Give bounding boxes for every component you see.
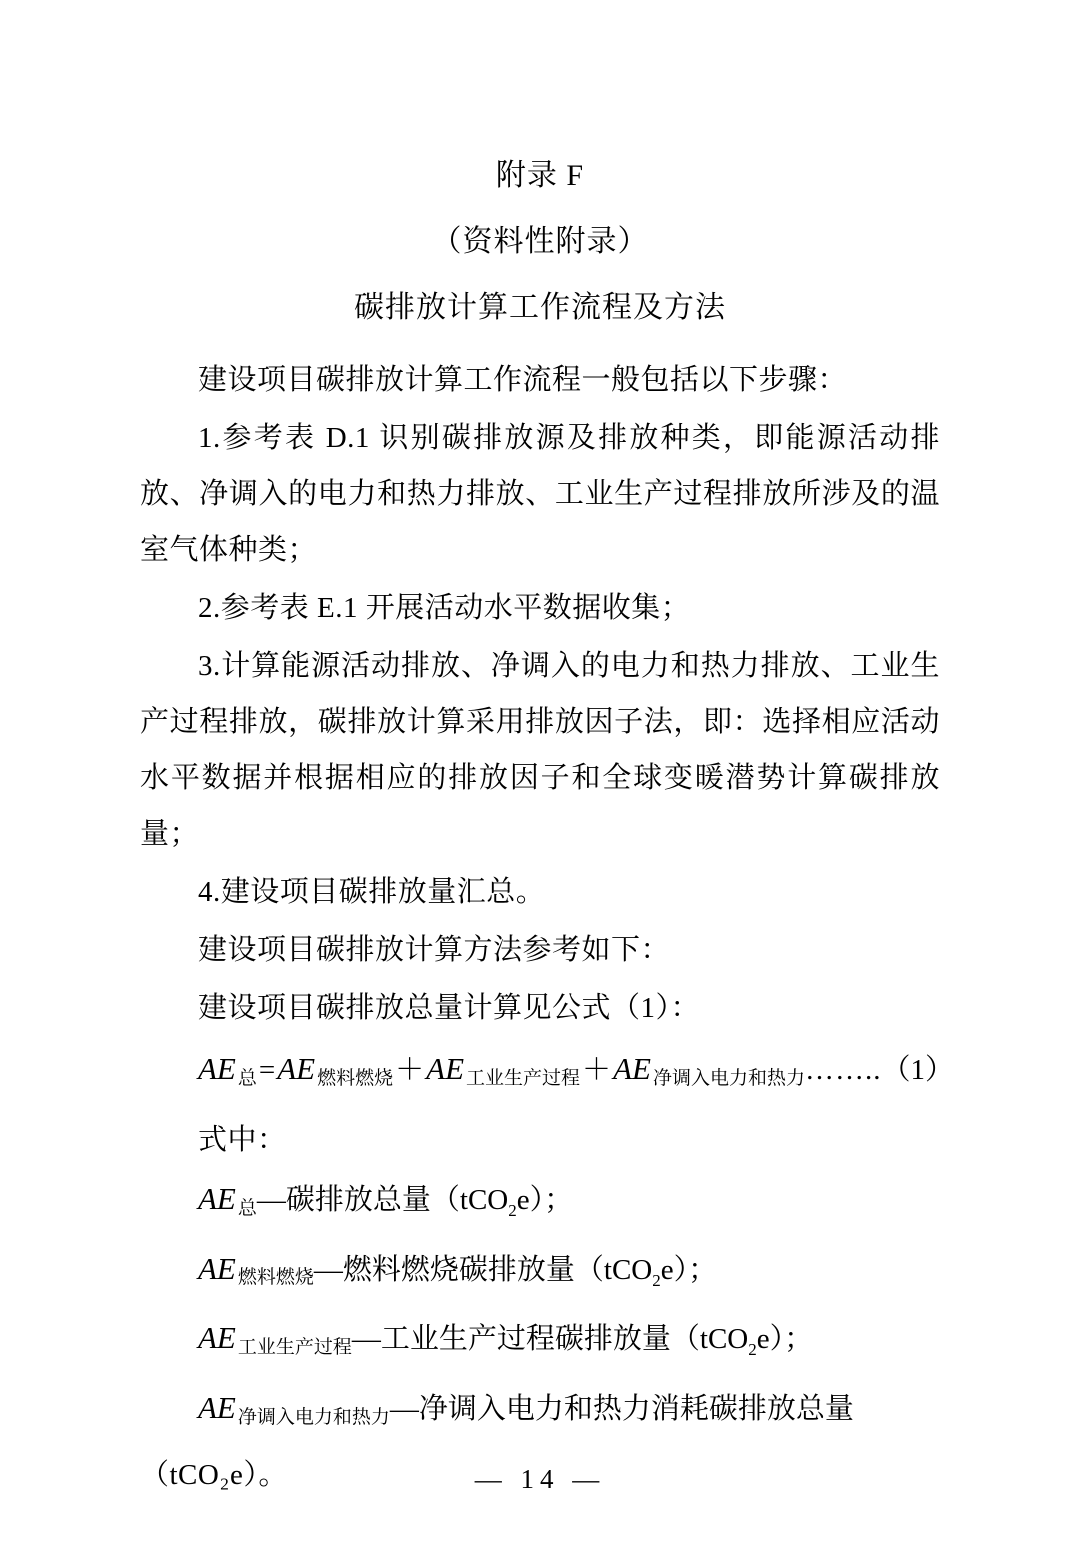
where-label: 式中： [198,1123,287,1156]
definition-total-unit-subscript: 2 [508,1200,517,1220]
intro-paragraph: 建设项目碳排放计算工作流程一般包括以下步骤： [198,364,848,396]
step-3: 3.计算能源活动排放、净调入的电力和热力排放、工业生产过程排放，碳排放计算采用排放因子法，即：选择相应活动水平数据并根据相应的排放因子和全球变暖潜势计算碳排放量； [140,650,940,850]
definition-fuel-text: 燃料燃烧碳排放量（tCO [342,1253,653,1286]
definition-net-symbol: AE [198,1390,236,1426]
definition-industrial-process [140,1309,940,1379]
formula-total-emissions [140,1040,954,1108]
definition-total-tail: e）； [516,1183,574,1216]
definition-net-tail: （tCO₂e）。 [140,1458,288,1491]
definition-fuel-dash: — [313,1253,343,1286]
formula-lhs-symbol: AE [198,1051,236,1086]
definition-net-subscript: 净调入电力和热力 [237,1406,390,1428]
formula-plus-1: ＋ [395,1054,425,1086]
step-4: 4.建设项目碳排放量汇总。 [198,876,546,908]
step-2: 2.参考表 E.1 开展活动水平数据收集； [198,592,691,624]
formula-equals: = [258,1054,276,1086]
formula-leader-dots: …….. [804,1054,882,1086]
definition-fuel-subscript: 燃料燃烧 [237,1267,314,1289]
appendix-title: 附录 F [495,159,585,192]
definition-industrial-text: 工业生产过程碳排放量（tCO [380,1323,749,1356]
definition-fuel-combustion [140,1240,940,1310]
formula-plus-2: ＋ [582,1054,612,1086]
formula-term1-symbol: AE [277,1051,316,1086]
definition-industrial-subscript: 工业生产过程 [237,1337,352,1359]
formula-term1-subscript: 燃料燃烧 [317,1067,394,1089]
step-1: 1.参考表 D.1 识别碳排放源及排放种类，即能源活动排放、净调入的电力和热力排放、工业生产过程排放所涉及的温室气体种类； [140,422,940,566]
definition-total-text: 碳排放总量（tCO [285,1183,509,1216]
definition-fuel-symbol: AE [198,1250,236,1286]
formula-lhs-subscript: 总 [237,1067,257,1089]
definition-net-dash: — [389,1393,419,1426]
definition-total [140,1170,940,1240]
appendix-heading: 碳排放计算工作流程及方法 [354,291,726,324]
appendix-subtitle: （资料性附录） [431,225,649,258]
definition-fuel-tail: e）； [660,1253,718,1286]
formula-term3-symbol: AE [613,1051,651,1086]
formula-term2-symbol: AE [426,1051,465,1086]
definition-industrial-dash: — [351,1323,381,1356]
definition-total-subscript: 总 [237,1197,257,1219]
definition-fuel-unit-subscript: 2 [652,1270,661,1290]
formula-term2-subscript: 工业生产过程 [466,1067,581,1089]
definition-net-text: 净调入电力和热力消耗碳排放总量 [418,1393,854,1426]
definition-industrial-tail: e）； [756,1323,814,1356]
definition-total-symbol: AE [198,1180,236,1216]
formula-term3-subscript: 净调入电力和热力 [652,1067,805,1089]
definition-industrial-symbol: AE [198,1320,236,1356]
definition-total-dash: — [256,1183,286,1216]
method-intro-paragraph: 建设项目碳排放计算方法参考如下： [198,934,671,966]
page-number: — 14 — [474,1463,606,1494]
definition-net-imported-power-heat [140,1379,940,1447]
definition-industrial-unit-subscript: 2 [748,1340,757,1360]
formula-intro-paragraph: 建设项目碳排放总量计算见公式（1）： [198,992,701,1024]
formula-number: （1） [881,1054,954,1086]
